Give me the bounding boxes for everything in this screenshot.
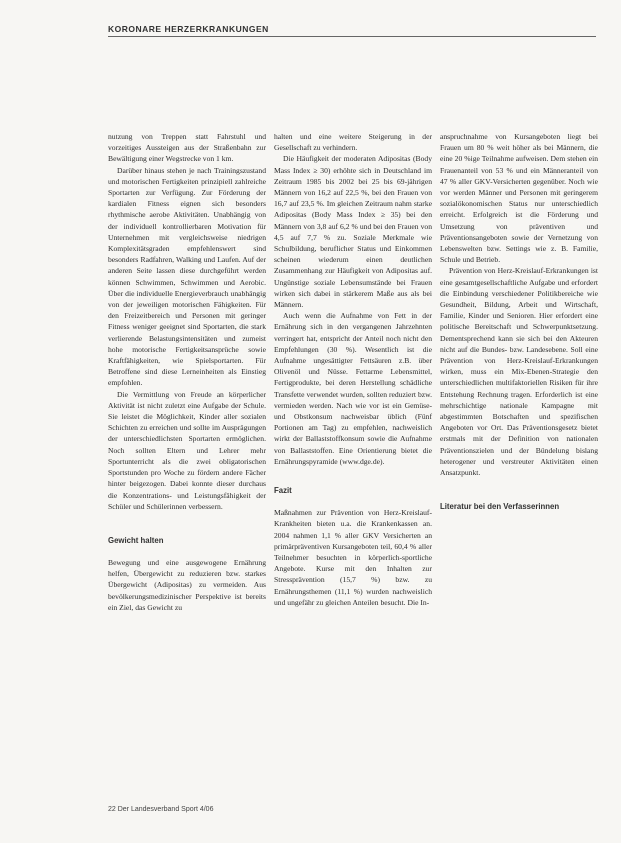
paragraph: Die Häufigkeit der moderaten Adipositas (Body Mass Index ≥ 30) erhöhte sich in Deutschland im Zeitraum 1985 bis 2002 bei 25 bis 69-jährigen Männern von 16,2 auf 22,5 %, bei den Frauen von 16,7 auf 23,5 %. Im gleichen Zeitraum nahm starke Adipositas (Body Mass Index ≥ 35) bei den Männern von 3,8 auf 6,2 % und bei den Frauen von 4,5 auf 7,7 % zu. Soziale Merkmale wie Schulbildung, beruflicher Status und Einkommen scheinen wiederum einen deutlichen Zusammenhang zur Häufigkeit von Adipositas auf. Ungünstige soziale Lebensumstände bei Frauen wirken sich dabei in stärkerem Maße aus als bei Männern. — [274, 154, 432, 310]
paragraph: Maßnahmen zur Prävention von Herz-Kreislauf-Krankheiten bieten u.a. die Krankenkassen an. 2004 nahmen 1,1 % aller GKV Versicherten an primärpräventiven Kursangeboten teil, 60,4 % aller Teilnehmer besuchten in körperlich-sportliche Angebote. Kurse mit den Inhalten zur Stressprävention (15,7 %) bzw. zu Ernährungsthemen (11,1 %) wurden nachweislich und ungefähr zu gleichen Anteilen besucht. Die In- — [274, 508, 432, 607]
page-header — [108, 22, 596, 38]
running-header-title: KORONARE HERZERKRANKUNGEN — [108, 24, 269, 34]
text-column-2 — [274, 131, 432, 608]
section-heading-literatur: Literatur bei den Verfasserinnen — [440, 502, 560, 512]
header-rule — [108, 36, 596, 37]
paragraph: Darüber hinaus stehen je nach Trainingszustand und motorischen Fertigkeiten prinzipiell zahlreiche Sportarten zur Verfügung. Zur Förderung der kardialen Fitness eignen sich besonders rhythmische aerobe Aktivitäten. Unabhängig von der individuell kontrollierbaren Motivation für Unternehmen mit vergleichsweise niedrigen Komplexitätsgraden empfehlenswert sind besonders Radfahren, Walking und Laufen. Auf der anderen Seite lassen diese durchgeführt werden können Schwimmen, Schwimmen und Aerobic. Über die individuelle Energieverbrauch unabhängig von der jeweiligen motorischen Fähigkeiten. Für den Freizeitbereich und Personen mit geringer Fitness weniger geeignet sind Sportarten, die stark verlierende Belastungsintensitäten und zumeist hohe motorische Fertigkeitsansprüche sowie Kraftfähigkeiten, wie Spielsportarten. Für Betroffene sind diese Lerneinheiten als Einstieg empfohlen. — [108, 165, 266, 388]
paragraph: Prävention von Herz-Kreislauf-Erkrankungen ist eine gesamtgesellschaftliche Aufgabe und erfordert die Einbindung verschiedener Politikbereiche wie Gesundheit, Bildung, Arbeit und Wirtschaft, Familie, Kinder und Senioren. Hier erfordert eine politische Bereitschaft und Schwerpunktsetzung. Dementsprechend kann sie sich bei den Akteuren nicht auf die Bundes- bzw. Landesebene. Soll eine Prävention von Herz-Kreislauf-Erkrankungen wirken, muss ein Mix-Ebenen-Strategie den unterschiedlichen multifaktoriellen Risiken für ihre Entstehung Rechnung tragen. Erforderlich ist eine mehrschichtige nationale Kampagne mit abgestimmten Botschaften und spezifischen Angeboten vor Ort. Das Präventionsgesetz bietet erstmals mit der Definition von nationalen Präventionszielen und der Bündelung bislang heterogener und verstreuter Aktivitäten einen Ansatzpunkt. — [440, 266, 598, 478]
paragraph: halten und eine weitere Steigerung in der Gesellschaft zu verhindern. — [274, 132, 432, 153]
paragraph: Die Vermittlung von Freude an körperlicher Aktivität ist nicht zuletzt eine Aufgabe der Schule. Sie leistet die Möglichkeit, Kinder aller sozialen Schichten zu erreichen und sollte im Ausprägungen der unterschiedlichsten Sportarten ermöglichen. Noch sollten Eltern und Lehrer mehr Sportunterricht als die zwei obligatorischen Sportstunden pro Woche zu fördern andere Fächer hinter beigezogen. Dabei konnte dieser durchaus die Konzentrations- und Leistungsfähigkeit der Schüler und Schülerinnen verbessern. — [108, 389, 266, 511]
text-column-1 — [108, 131, 266, 613]
section-heading-gewicht: Gewicht halten — [108, 535, 164, 545]
section-heading-fazit: Fazit — [274, 486, 292, 496]
paragraph: nutzung von Treppen statt Fahrstuhl und vorzeitiges Aussteigen aus der Straßenbahn zur Bewältigung einer Wegstrecke von 1 km. — [108, 132, 266, 164]
paragraph: Bewegung und eine ausgewogene Ernährung helfen, Übergewicht zu reduzieren bzw. starkes Übergewicht (Adipositas) zu vermeiden. Aus bevölkerungsmedizinischer Perspektive ist bereits ein Ziel, das Gewicht zu — [108, 557, 266, 612]
page-footer: 22 Der Landesverband Sport 4/06 — [108, 806, 214, 813]
paragraph: Auch wenn die Aufnahme von Fett in der Ernährung sich in den vergangenen Jahrzehnten verringert hat, entspricht der Anteil noch nicht den Empfehlungen (30 %). Wesentlich ist die Aufnahme ungesättigter Fettsäuren z.B. über Olivenöl und Nüsse. Fettarme Lebensmittel, Fertigprodukte, bei deren Herstellung schädliche Transfette verwendet wurden, sollten reduziert bzw. vermieden werden. Nach wie vor ist ein Gemüse- und Obstkonsum nachweisbar üblich (Fünf Portionen am Tag) zu empfehlen, nachweislich wirkt der Ballaststoffkonsum sowie die Aufnahme von Ballaststoffen. Eine Orientierung bietet die Ernährungspyramide (www.dge.de). — [274, 311, 432, 466]
paragraph: anspruchnahme von Kursangeboten liegt bei Frauen um 80 % weit höher als bei Männern, die eine 20 %ige Teilnahme aufweisen. Dem stehen ein Frauenanteil von 53 % und ein Männeranteil von 47 % aller GKV-Versicherten gegenüber. Noch wie vor werden Männer und Personen mit geringerem sozialökonomischen Status nur unterschiedlich erreicht. Erfolgreich ist die Förderung und Umsetzung von präventiven und Präventionsangeboten sowie der Vernetzung von Lebenswelten bzw. Settings wie z. B. Familie, Schule und Betrieb. — [440, 132, 598, 265]
text-column-3 — [440, 131, 598, 512]
